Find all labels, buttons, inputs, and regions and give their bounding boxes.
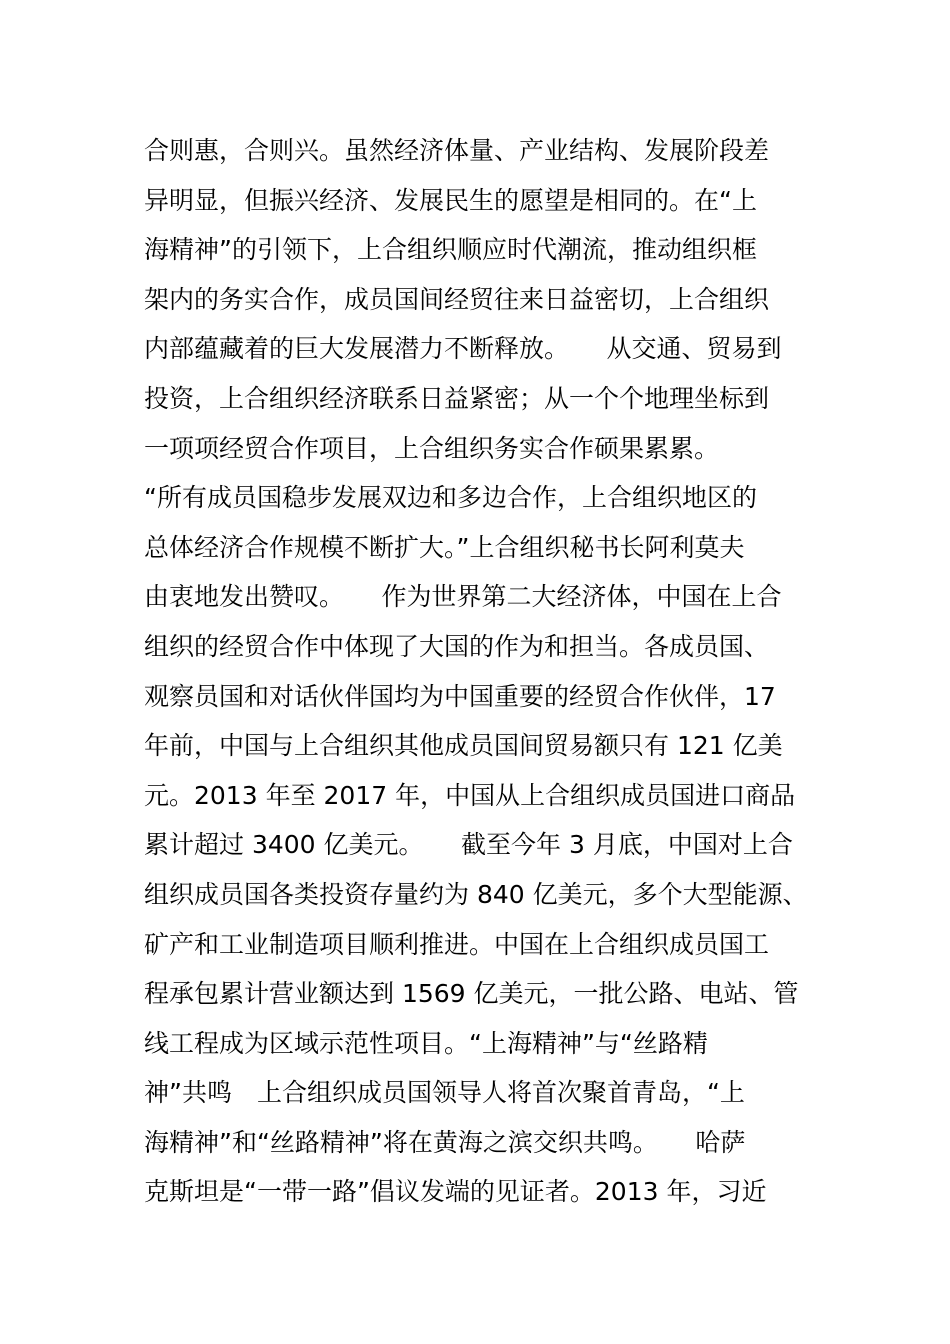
text-line: 线工程成为区域示范性项目。“上海精神”与“丝路精: [144, 1028, 708, 1058]
text-line: 架内的务实合作，成员国间经贸往来日益密切，上合组织: [144, 284, 770, 314]
text-line: 观察员国和对话伙伴国均为中国重要的经贸合作伙伴，17: [144, 681, 776, 711]
text-line: 元。2013 年至 2017 年，中国从上合组织成员国进口商品: [144, 780, 796, 810]
text-line: 异明显，但振兴经济、发展民生的愿望是相同的。在“上: [144, 185, 757, 215]
text-line: 年前，中国与上合组织其他成员国间贸易额只有 121 亿美: [144, 731, 783, 761]
text-line: 由衷地发出赞叹。 作为世界第二大经济体，中国在上合: [144, 582, 782, 612]
body-text: [144, 126, 824, 1217]
text-line: 克斯坦是“一带一路”倡议发端的见证者。2013 年，习近: [144, 1177, 767, 1207]
text-line: 组织的经贸合作中体现了大国的作为和担当。各成员国、: [144, 631, 770, 661]
text-line: 合则惠，合则兴。虽然经济体量、产业结构、发展阶段差: [144, 136, 770, 165]
text-line: 累计超过 3400 亿美元。 截至今年 3 月底，中国对上合: [144, 830, 793, 860]
text-line: 总体经济合作规模不断扩大。”上合组织秘书长阿利莫夫: [144, 532, 745, 562]
text-line: 内部蕴藏着的巨大发展潜力不断释放。 从交通、贸易到: [144, 334, 782, 364]
text-line: 组织成员国各类投资存量约为 840 亿美元，多个大型能源、: [144, 879, 808, 909]
text-line: 一项项经贸合作项目，上合组织务实合作硕果累累。: [144, 433, 720, 463]
text-line: 海精神”和“丝路精神”将在黄海之滨交织共鸣。 哈萨: [144, 1127, 746, 1157]
text-line: 程承包累计营业额达到 1569 亿美元，一批公路、电站、管: [144, 979, 799, 1009]
text-line: 神”共鸣 上合组织成员国领导人将首次聚首青岛，“上: [144, 1078, 745, 1108]
text-line: “所有成员国稳步发展双边和多边合作，上合组织地区的: [144, 483, 757, 513]
text-line: 投资，上合组织经济联系日益紧密；从一个个地理坐标到: [144, 383, 770, 413]
text-line: 矿产和工业制造项目顺利推进。中国在上合组织成员国工: [144, 929, 770, 959]
text-line: 海精神”的引领下，上合组织顺应时代潮流，推动组织框: [144, 235, 757, 265]
